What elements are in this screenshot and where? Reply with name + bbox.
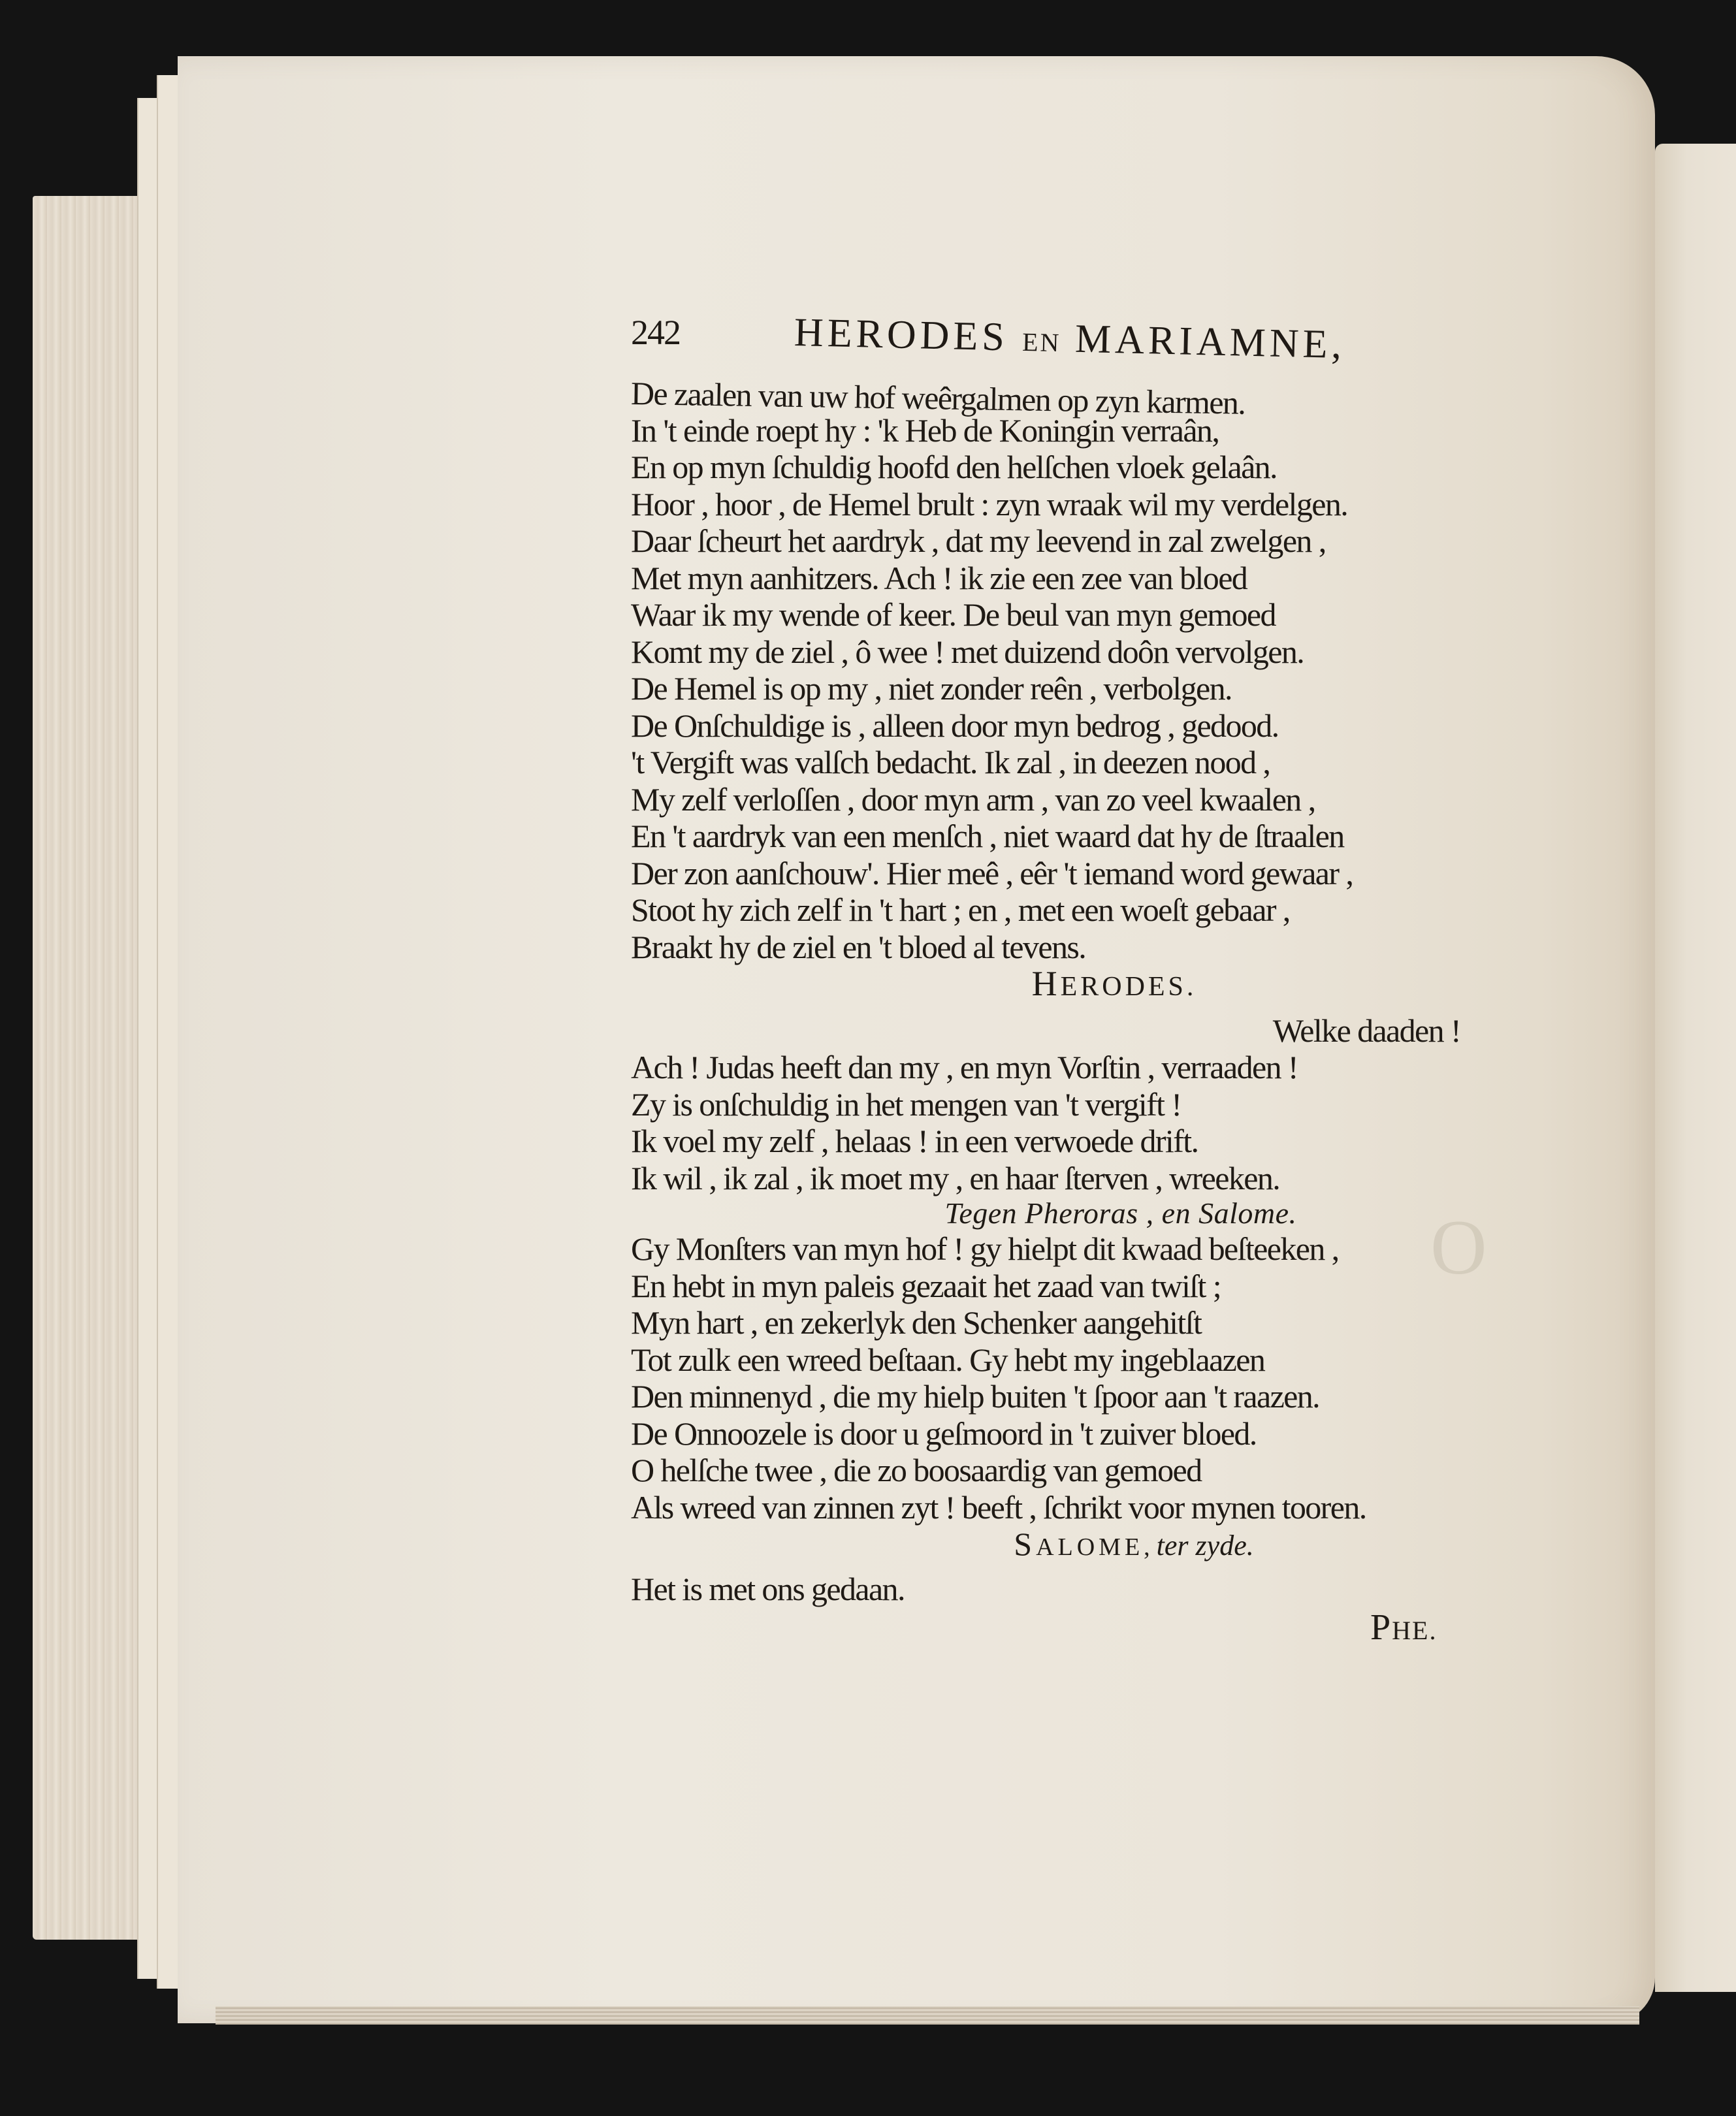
- verse-line: En 't aardryk van een menſch , niet waard dat hy de ſtraalen: [631, 818, 1344, 854]
- verse-passage-2: [631, 1049, 1558, 1196]
- verse-line: Daar ſcheurt het aardryk , dat my leevend in zal zwelgen ,: [631, 522, 1326, 559]
- speaker-heading-salome: [631, 1526, 1558, 1571]
- verse-line: Het is met ons gedaan.: [631, 1571, 905, 1607]
- speaker-heading-herodes: [631, 965, 1558, 1006]
- verse-line: Ik voel my zelf , helaas ! in een verwoede drift.: [631, 1123, 1198, 1159]
- text-block: [631, 312, 1558, 1608]
- verse-line: En op myn ſchuldig hoofd den helſchen vloek gelaân.: [631, 449, 1277, 485]
- verse-line: Tot zulk een wreed beſtaan. Gy hebt my ingeblaazen: [631, 1341, 1265, 1378]
- facing-page-edge: [1655, 144, 1736, 1992]
- verse-line: En hebt in myn paleis gezaait het zaad van twiſt ;: [631, 1267, 1221, 1304]
- verse-line: Komt my de ziel , ô wee ! met duizend doôn vervolgen.: [631, 633, 1304, 670]
- verse-line: O helſche twee , die zo boosaardig van gemoed: [631, 1452, 1202, 1488]
- verse-line: Der zon aanſchouw'. Hier meê , eêr 't iemand word gewaar ,: [631, 854, 1353, 891]
- catchword: PHE.: [1370, 1607, 1438, 1648]
- title-herodes: HERODES: [794, 310, 1009, 360]
- verse-line: Met myn aanhitzers. Ach ! ik zie een zee van bloed: [631, 559, 1247, 596]
- verse-passage-4: [631, 1571, 1558, 1608]
- verse-line: De zaalen van uw hof weêrgalmen op zyn karmen.: [630, 375, 1246, 421]
- title-mariamne: MARIAMNE,: [1074, 316, 1346, 368]
- speaker-name-rest: ERODES.: [1060, 972, 1197, 1002]
- speaker-initial: H: [1031, 964, 1061, 1003]
- verse-line: 't Vergift was valſch bedacht. Ik zal , in deezen nood ,: [631, 744, 1270, 780]
- running-title: [794, 310, 1346, 368]
- title-en: EN: [1021, 327, 1062, 358]
- verse-line: Zy is onſchuldig in het mengen van 't vergift !: [631, 1085, 1181, 1123]
- verse-line: De Onnoozele is door u geſmoord in 't zuiver bloed.: [631, 1415, 1257, 1452]
- half-line: Welke daaden !: [1272, 1012, 1460, 1049]
- speaker-name: SALOME,: [1014, 1526, 1154, 1562]
- verse-line: Als wreed van zinnen zyt ! beeft , ſchrikt voor mynen tooren.: [631, 1488, 1366, 1526]
- verse-line: Ik wil , ik zal , ik moet my , en haar ſterven , wreeken.: [631, 1159, 1280, 1196]
- verse-line: Waar ik my wende of keer. De beul van myn gemoed: [631, 596, 1276, 633]
- aside-direction: ter zyde.: [1156, 1530, 1254, 1562]
- verse-line: De Onſchuldige is , alleen door myn bedrog , gedood.: [631, 707, 1279, 744]
- verse-line: Stoot hy zich zelf in 't hart ; en , met een woeſt gebaar ,: [631, 891, 1290, 928]
- page-bottom-edges: [216, 2006, 1639, 2025]
- verse-passage-3: [631, 1230, 1558, 1526]
- verse-line: My zelf verloſſen , door myn arm , van zo veel kwaalen ,: [631, 780, 1315, 818]
- verse-line: Ach ! Judas heeft dan my , en myn Vorſtin , verraaden !: [631, 1049, 1298, 1085]
- verse-line: Myn hart , en zekerlyk den Schenker aangehitſt: [631, 1304, 1202, 1341]
- running-head: [631, 312, 1558, 375]
- show-through-ink: O: [1430, 1204, 1487, 1290]
- verse-line: Hoor , hoor , de Hemel brult : zyn wraak wil my verdelgen.: [631, 485, 1348, 522]
- verse-line: Braakt hy de ziel en 't bloed al tevens.: [631, 928, 1086, 965]
- verse-line: De Hemel is op my , niet zonder reên , verbolgen.: [631, 670, 1232, 707]
- verse-line: Den minnenyd , die my hielp buiten 't ſpoor aan 't raazen.: [631, 1378, 1320, 1415]
- verse-line: Gy Monſters van myn hof ! gy hielpt dit kwaad beſteeken ,: [631, 1230, 1339, 1267]
- verse-line: In 't einde roept hy : 'k Heb de Koningin verraân,: [631, 411, 1219, 449]
- page-number: 242: [631, 313, 680, 352]
- verse-passage-1: [631, 375, 1558, 965]
- stage-direction: Tegen Pheroras , en Salome.: [944, 1196, 1297, 1230]
